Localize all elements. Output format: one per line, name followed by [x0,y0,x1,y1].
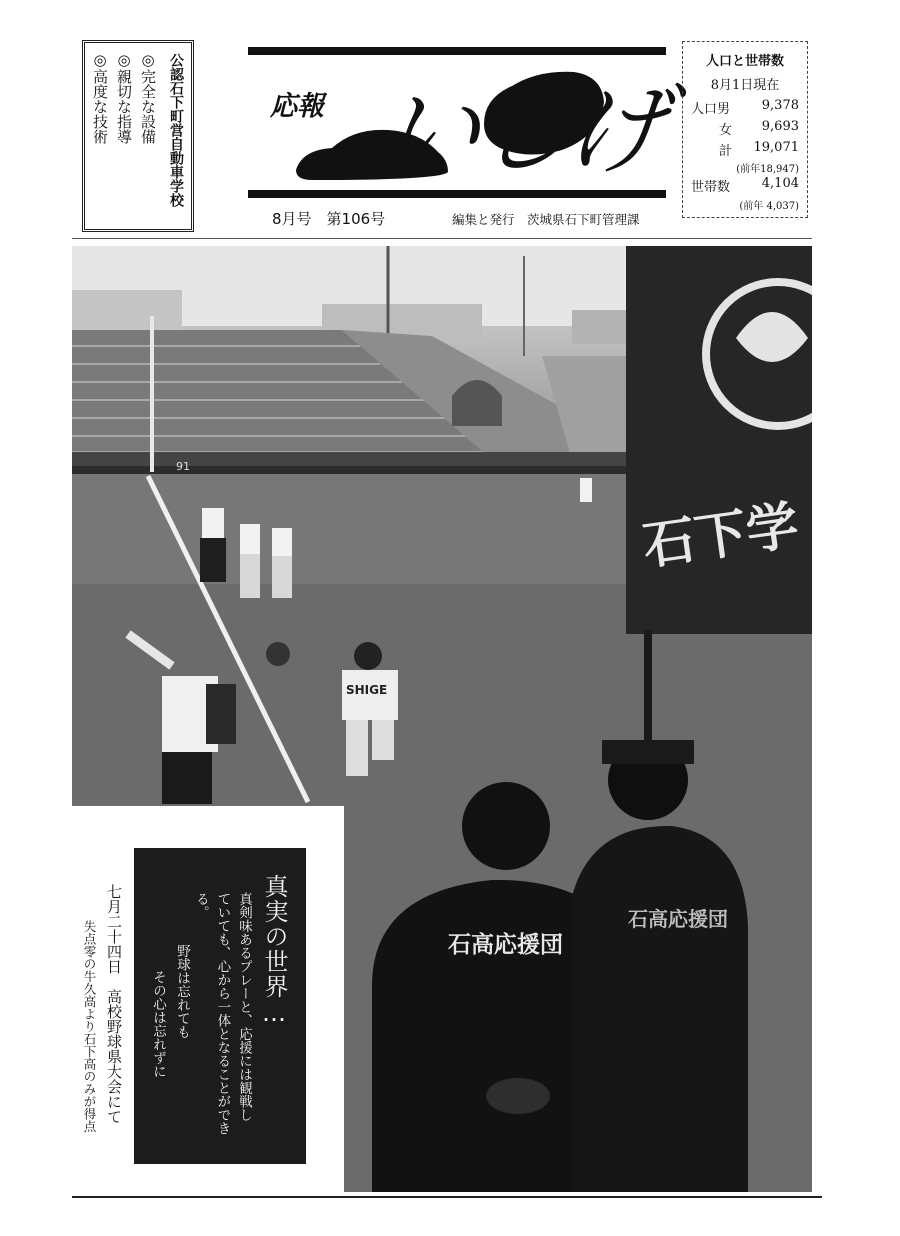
total-count: 19,071 [753,140,799,155]
banner-text: 石下学 [639,495,803,577]
caption-body [189,892,254,1135]
issue-number: 8月号 第106号 [272,210,386,228]
population-heading: 人口と世帯数 [705,54,784,69]
households-label: 世帯数 [691,180,731,195]
caption-side-1: 七月二十四日 高校野球県大会にて [105,884,123,1124]
ad-line-3: ◎高度な技術 [91,51,109,144]
jacket-left-text: 石高応援団 [448,932,563,958]
jacket-right-text: 石高応援団 [628,907,728,931]
masthead-title: いしげ [374,74,667,188]
caption-side-2: 失点零の牛久高より石下高のみが得点 [82,920,97,1133]
caption-headline: 真実の世界… [260,874,288,1028]
masthead-label: 応報 [270,91,324,122]
caption-dark-box [134,848,306,1164]
caption-body-line-3: る。 [192,892,209,919]
female-count: 9,693 [761,119,799,134]
total-label: 計 [719,144,733,159]
male-label: 人口男 [691,102,731,117]
ad-title: 公認石下町営自動車学校 [168,53,184,207]
households-prev: (前年 4,037) [739,201,799,212]
scoreboard-number: 91 [176,460,190,473]
driving-school-ad [82,40,194,232]
ad-line-1: ◎完全な設備 [139,51,157,144]
masthead-bottom-bar [248,190,666,198]
caption-verse-1: 野球は忘れても [174,944,190,1039]
caption-verse-2: その心は忘れずに [150,970,166,1078]
population-date: 8月1日現在 [710,78,780,93]
runner-uniform-text: SHIGE [346,683,388,697]
male-count: 9,378 [761,98,799,113]
header-rule [72,238,812,239]
publisher: 編集と発行 茨城県石下町管理課 [452,212,640,227]
female-label: 女 [719,123,733,138]
households-count: 4,104 [761,176,799,191]
total-prev: (前年18,947) [736,164,799,175]
population-box [682,41,808,218]
ad-line-2: ◎親切な指導 [115,51,133,144]
bottom-rule [72,1196,822,1198]
caption-body-line-2: ていても、心から一体となることができ [214,892,231,1135]
caption-body-line-1: 真剣味あるプレーと、応援には観戦し [236,892,252,1122]
